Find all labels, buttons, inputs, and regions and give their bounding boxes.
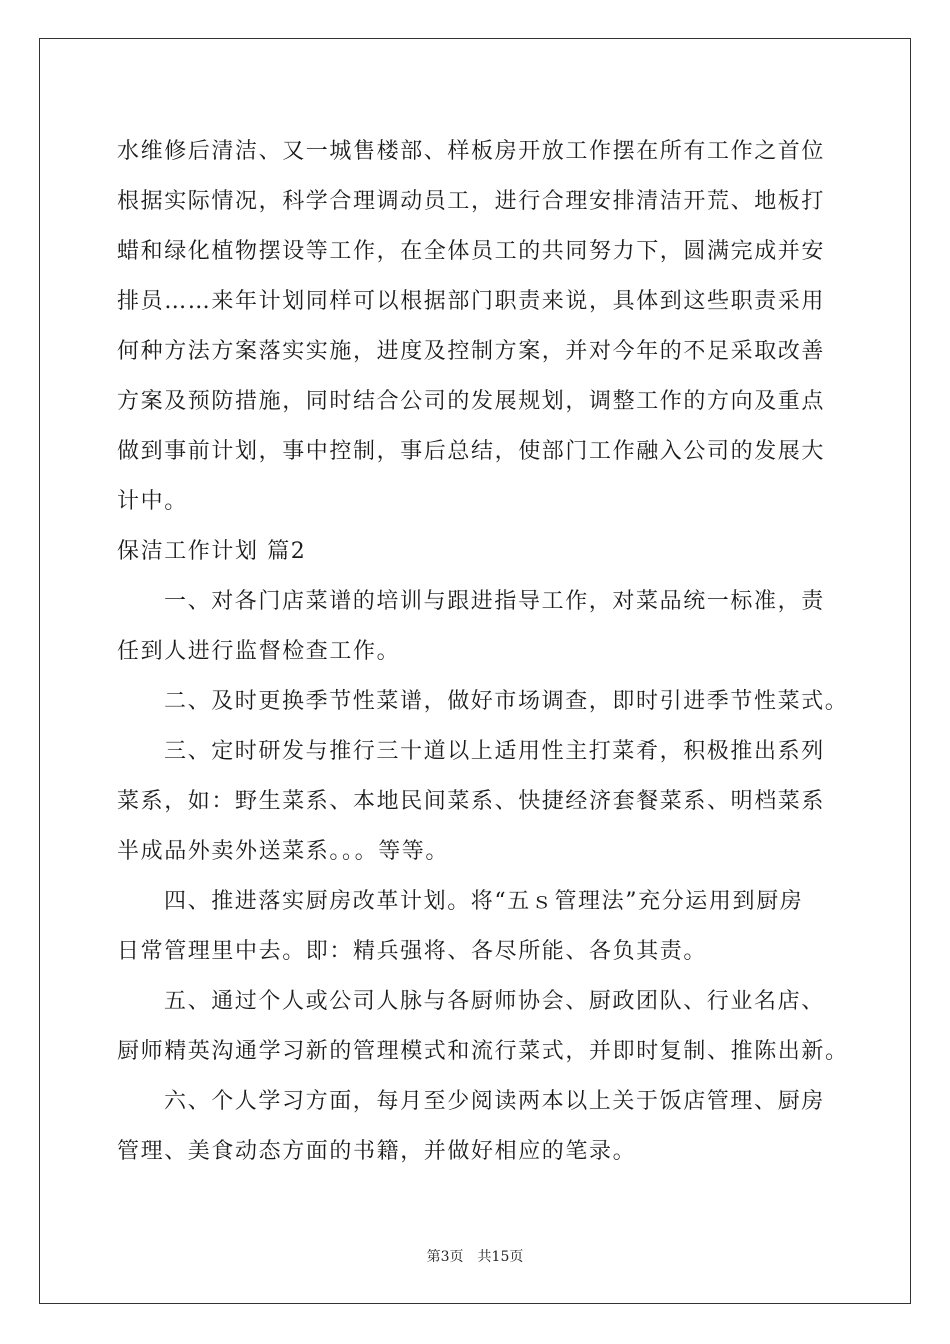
page-number: 第3页 [426, 1249, 464, 1265]
section-line: 任到人进行监督检查工作。 [117, 639, 401, 664]
section-line: 三、定时研发与推行三十道以上适用性主打菜肴，积极推出系列 [164, 739, 825, 764]
page-footer [0, 1246, 950, 1266]
body-line: 排员……来年计划同样可以根据部门职责来说，具体到这些职责采用 [117, 289, 826, 314]
section-line: 半成品外卖外送菜系。。。等等。 [117, 839, 450, 864]
body-line: 蜡和绿化植物摆设等工作，在全体员工的共同努力下，圆满完成并安 [117, 239, 826, 264]
section-line: 厨师精英沟通学习新的管理模式和流行菜式，并即时复制、推陈出新。 [117, 1039, 849, 1064]
section-line: 二、及时更换季节性菜谱，做好市场调查，即时引进季节性菜式。 [164, 689, 849, 714]
body-line: 水维修后清洁、又一城售楼部、样板房开放工作摆在所有工作之首位 [117, 139, 826, 164]
body-line: 做到事前计划，事中控制，事后总结，使部门工作融入公司的发展大 [117, 439, 826, 464]
section-line: 五、通过个人或公司人脉与各厨师协会、厨政团队、行业名店、 [164, 989, 825, 1014]
section-line: 一、对各门店菜谱的培训与跟进指导工作，对菜品统一标准，责 [164, 589, 825, 614]
document-body [117, 127, 849, 1177]
section-line: 四、推进落实厨房改革计划。将“五ｓ管理法”充分运用到厨房 [164, 889, 804, 914]
body-line: 方案及预防措施，同时结合公司的发展规划，调整工作的方向及重点 [117, 389, 826, 414]
page-total: 共15页 [477, 1249, 524, 1265]
body-line: 根据实际情况，科学合理调动员工，进行合理安排清洁开荒、地板打 [117, 189, 826, 214]
section-line: 日常管理里中去。即：精兵强将、各尽所能、各负其责。 [117, 939, 708, 964]
section-line: 管理、美食动态方面的书籍，并做好相应的笔录。 [117, 1139, 637, 1164]
section-line: 六、个人学习方面，每月至少阅读两本以上关于饭店管理、厨房 [164, 1089, 825, 1114]
body-line: 计中。 [117, 489, 188, 514]
section-title: 保洁工作计划 篇2 [117, 539, 307, 564]
body-line: 何种方法方案落实实施，进度及控制方案，并对今年的不足采取改善 [117, 339, 826, 364]
section-line: 菜系，如：野生菜系、本地民间菜系、快捷经济套餐菜系、明档菜系 [117, 789, 826, 814]
